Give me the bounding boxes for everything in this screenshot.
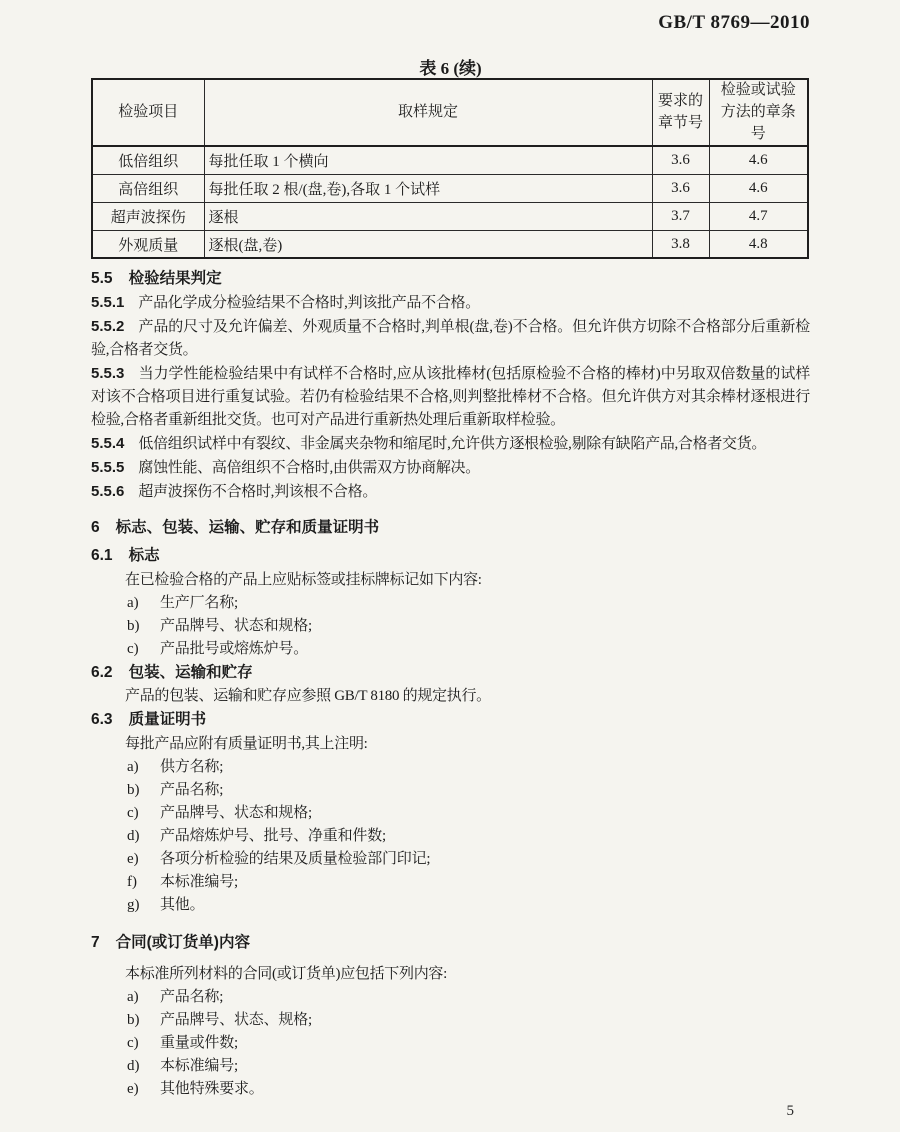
cell-test-method-clause: 4.6 bbox=[709, 174, 808, 202]
section-number: 6 bbox=[91, 519, 100, 537]
list-item bbox=[91, 1009, 810, 1032]
section-title: 合同(或订货单)内容 bbox=[115, 934, 250, 952]
col-header-sampling-rule: 取样规定 bbox=[204, 79, 652, 146]
list-item-label: b) bbox=[127, 1012, 140, 1029]
section-number: 6.3 bbox=[91, 711, 113, 729]
list-item-text: 产品批号或熔炼炉号。 bbox=[160, 641, 309, 658]
clause-number: 5.5.5 bbox=[91, 459, 125, 477]
section-number: 7 bbox=[91, 934, 100, 952]
list-item bbox=[91, 986, 810, 1009]
list-item bbox=[91, 592, 810, 615]
section-number: 5.5 bbox=[91, 270, 113, 288]
clause-text: 产品的尺寸及允许偏差、外观质量不合格时,判单根(盘,卷)不合格。但允许供方切除不合格部分后重新检验,合格者交货。 bbox=[91, 319, 810, 359]
section-6-3-heading bbox=[91, 708, 810, 732]
clause-number: 5.5.4 bbox=[91, 435, 125, 453]
clause-text: 产品化学成分检验结果不合格时,判该批产品不合格。 bbox=[138, 295, 480, 312]
list-item-label: a) bbox=[127, 595, 139, 612]
list-item-label: c) bbox=[127, 641, 139, 658]
section-number: 6.2 bbox=[91, 664, 113, 682]
list-item-label: f) bbox=[127, 874, 137, 891]
list-item bbox=[91, 756, 810, 779]
list-item-label: c) bbox=[127, 805, 139, 822]
col-header-inspection-item: 检验项目 bbox=[92, 79, 204, 146]
cell-requirement-clause: 3.6 bbox=[652, 146, 709, 174]
clause-text: 当力学性能检验结果中有试样不合格时,应从该批棒材(包括原检验不合格的棒材)中另取双倍数量的试样对该不合格项目进行重复试验。若仍有检验结果不合格,则判整批棒材不合格。但允许供方对其余棒材逐根进行检验,合格者重新组批交货。也可对产品进行重新热处理后重新取样检验。 bbox=[91, 366, 810, 429]
list-item-text: 其他特殊要求。 bbox=[160, 1081, 264, 1098]
list-item-label: d) bbox=[127, 1058, 140, 1075]
list-item-label: d) bbox=[127, 828, 140, 845]
list-item-label: b) bbox=[127, 782, 140, 799]
list-item bbox=[91, 779, 810, 802]
table-title: 表 6 (续) bbox=[419, 59, 482, 78]
section-6-heading bbox=[91, 516, 810, 540]
section-5-5-heading bbox=[91, 267, 810, 291]
section-6-3-intro: 每批产品应附有质量证明书,其上注明: bbox=[125, 736, 368, 753]
table-row bbox=[92, 146, 808, 174]
cell-inspection-item: 高倍组织 bbox=[92, 174, 204, 202]
section-7-intro: 本标准所列材料的合同(或订货单)应包括下列内容: bbox=[125, 966, 447, 983]
list-item bbox=[91, 871, 810, 894]
clause-text: 腐蚀性能、高倍组织不合格时,由供需双方协商解决。 bbox=[138, 460, 480, 477]
list-item-text: 供方名称; bbox=[160, 759, 224, 776]
list-item bbox=[91, 894, 810, 917]
cell-test-method-clause: 4.6 bbox=[709, 146, 808, 174]
list-item-text: 产品牌号、状态和规格; bbox=[160, 618, 312, 635]
list-item bbox=[91, 1032, 810, 1055]
list-item bbox=[91, 638, 810, 661]
list-item bbox=[91, 615, 810, 638]
list-item bbox=[91, 802, 810, 825]
cell-inspection-item: 低倍组织 bbox=[92, 146, 204, 174]
table-row bbox=[92, 230, 808, 258]
section-6-2-heading bbox=[91, 661, 810, 685]
clause-5-5-3 bbox=[91, 362, 810, 432]
list-item-label: c) bbox=[127, 1035, 139, 1052]
clause-5-5-5 bbox=[91, 456, 810, 480]
section-title: 包装、运输和贮存 bbox=[128, 664, 253, 682]
page-number: 5 bbox=[786, 1103, 794, 1119]
list-item bbox=[91, 825, 810, 848]
list-item-text: 产品熔炼炉号、批号、净重和件数; bbox=[160, 828, 386, 845]
list-item-text: 重量或件数; bbox=[160, 1035, 238, 1052]
table-header-row bbox=[92, 79, 808, 146]
section-title: 标志、包装、运输、贮存和质量证明书 bbox=[115, 519, 380, 537]
list-item-text: 产品牌号、状态和规格; bbox=[160, 805, 312, 822]
clause-number: 5.5.2 bbox=[91, 318, 125, 336]
section-title: 检验结果判定 bbox=[128, 270, 222, 288]
clause-number: 5.5.6 bbox=[91, 483, 125, 501]
col-header-test-method-clause: 检验或试验方法的章条号 bbox=[709, 79, 808, 146]
list-item bbox=[91, 1055, 810, 1078]
list-item-text: 本标准编号; bbox=[160, 874, 238, 891]
section-6-1-heading bbox=[91, 544, 810, 568]
clause-text: 低倍组织试样中有裂纹、非金属夹杂物和缩尾时,允许供方逐根检验,剔除有缺陷产品,合格者交货。 bbox=[138, 436, 767, 453]
clause-5-5-6 bbox=[91, 480, 810, 504]
standard-code: GB/T 8769—2010 bbox=[658, 12, 810, 33]
list-item-label: g) bbox=[127, 897, 140, 914]
clause-text: 超声波探伤不合格时,判该根不合格。 bbox=[138, 484, 378, 501]
cell-sampling-rule: 每批任取 2 根/(盘,卷),各取 1 个试样 bbox=[204, 174, 652, 202]
table-row bbox=[92, 174, 808, 202]
section-title: 质量证明书 bbox=[128, 711, 207, 729]
cell-requirement-clause: 3.7 bbox=[652, 202, 709, 230]
cell-sampling-rule: 每批任取 1 个横向 bbox=[204, 146, 652, 174]
list-item-text: 其他。 bbox=[160, 897, 205, 914]
section-6-2-body: 产品的包装、运输和贮存应参照 GB/T 8180 的规定执行。 bbox=[125, 688, 491, 705]
clause-5-5-4 bbox=[91, 432, 810, 456]
section-6-1-intro: 在已检验合格的产品上应贴标签或挂标牌标记如下内容: bbox=[125, 572, 482, 589]
list-item-label: b) bbox=[127, 618, 140, 635]
section-7-heading bbox=[91, 931, 810, 955]
list-item bbox=[91, 1078, 810, 1101]
list-item-text: 生产厂名称; bbox=[160, 595, 238, 612]
clause-number: 5.5.3 bbox=[91, 365, 125, 383]
cell-sampling-rule: 逐根 bbox=[204, 202, 652, 230]
cell-inspection-item: 超声波探伤 bbox=[92, 202, 204, 230]
clause-number: 5.5.1 bbox=[91, 294, 125, 312]
list-item-label: a) bbox=[127, 989, 139, 1006]
cell-requirement-clause: 3.8 bbox=[652, 230, 709, 258]
section-number: 6.1 bbox=[91, 547, 113, 565]
cell-test-method-clause: 4.7 bbox=[709, 202, 808, 230]
list-item-label: a) bbox=[127, 759, 139, 776]
inspection-table bbox=[91, 78, 809, 259]
clause-5-5-1 bbox=[91, 291, 810, 315]
list-item-text: 产品名称; bbox=[160, 989, 224, 1006]
cell-requirement-clause: 3.6 bbox=[652, 174, 709, 202]
list-item-label: e) bbox=[127, 1081, 139, 1098]
list-item-text: 各项分析检验的结果及质量检验部门印记; bbox=[160, 851, 431, 868]
section-title: 标志 bbox=[128, 547, 160, 565]
cell-test-method-clause: 4.8 bbox=[709, 230, 808, 258]
table-row bbox=[92, 202, 808, 230]
col-header-requirement-clause: 要求的章节号 bbox=[652, 79, 709, 146]
cell-inspection-item: 外观质量 bbox=[92, 230, 204, 258]
clause-5-5-2 bbox=[91, 315, 810, 362]
list-item-text: 本标准编号; bbox=[160, 1058, 238, 1075]
list-item-text: 产品牌号、状态、规格; bbox=[160, 1012, 312, 1029]
cell-sampling-rule: 逐根(盘,卷) bbox=[204, 230, 652, 258]
list-item-label: e) bbox=[127, 851, 139, 868]
list-item bbox=[91, 848, 810, 871]
list-item-text: 产品名称; bbox=[160, 782, 224, 799]
